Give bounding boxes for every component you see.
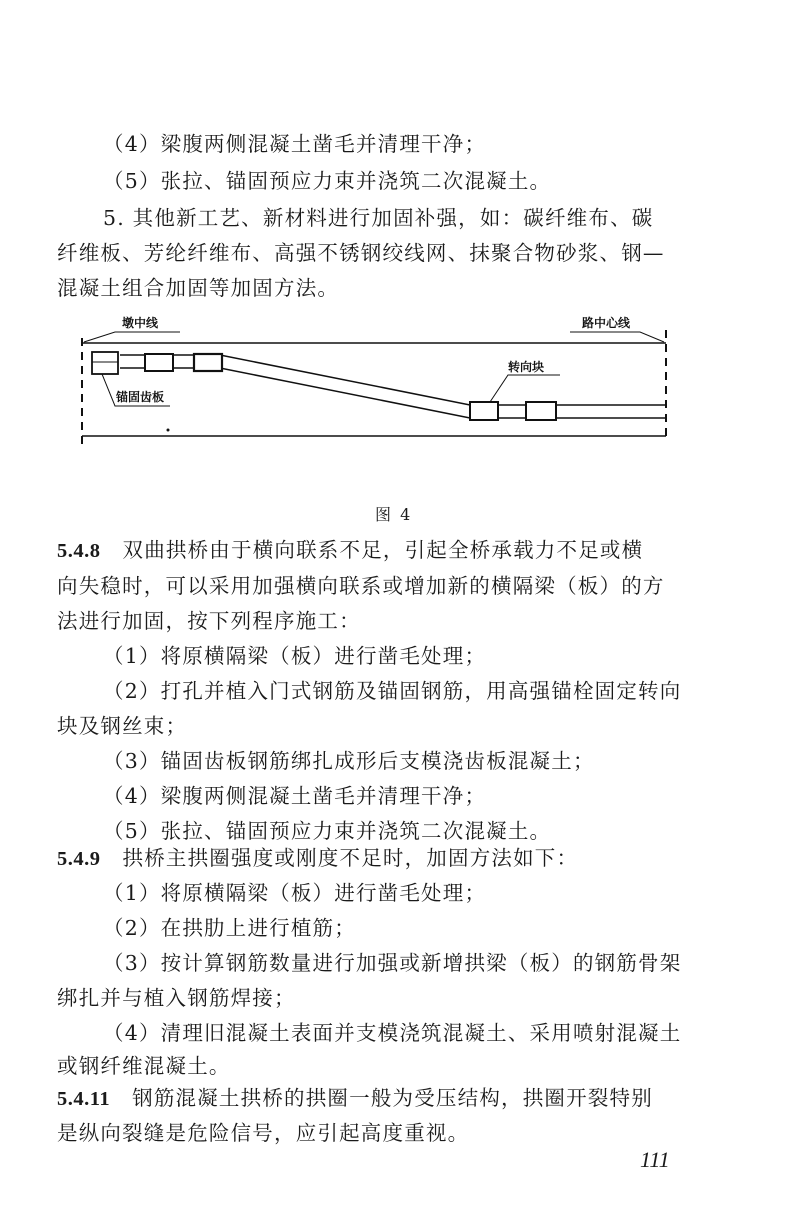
section-5-4-8-heading bbox=[57, 537, 643, 564]
section-text: 拱桥主拱圈强度或刚度不足时，加固方法如下： bbox=[122, 846, 579, 870]
section-number: 5.4.8 bbox=[57, 540, 101, 562]
section-text: 钢筋混凝土拱桥的拱圈一般为受压结构，拱圈开裂特别 bbox=[132, 1086, 653, 1110]
list-item-2: （2）打孔并植入门式钢筋及锚固钢筋，用高强锚栓固定转向 bbox=[103, 679, 682, 703]
list-item-3: （3）锚固齿板钢筋绑扎成形后支模浇齿板混凝土； bbox=[103, 749, 595, 773]
figure-caption: 图 4 bbox=[375, 505, 413, 524]
figure-4-diagram bbox=[70, 310, 710, 460]
list-item-1: （1）将原横隔梁（板）进行凿毛处理； bbox=[103, 881, 487, 905]
list-item-5: （5）张拉、锚固预应力束并浇筑二次混凝土。 bbox=[103, 819, 552, 843]
section-text: 双曲拱桥由于横向联系不足，引起全桥承载力不足或横 bbox=[122, 538, 644, 562]
section-text-line: 向失稳时，可以采用加强横向联系或增加新的横隔梁（板）的方 bbox=[57, 574, 665, 598]
section-number: 5.4.9 bbox=[57, 848, 101, 870]
list-item-4-cont: 或钢纤维混凝土。 bbox=[57, 1054, 231, 1078]
paragraph-5-line: 混凝土组合加固等加固方法。 bbox=[57, 276, 340, 300]
list-item-3: （3）按计算钢筋数量进行加强或新增拱梁（板）的钢筋骨架 bbox=[103, 951, 682, 975]
list-item-5: （5）张拉、锚固预应力束并浇筑二次混凝土。 bbox=[103, 169, 552, 193]
page-number: 111 bbox=[640, 1147, 670, 1172]
svg-text:路中心线: 路中心线 bbox=[582, 316, 631, 330]
paragraph-5-line: 纤维板、芳纶纤维布、高强不锈钢绞线网、抹聚合物砂浆、钢— bbox=[57, 241, 665, 265]
section-5-4-11-heading bbox=[57, 1085, 653, 1112]
section-5-4-9-heading bbox=[57, 845, 578, 872]
list-item-4: （4）梁腹两侧混凝土凿毛并清理干净； bbox=[103, 784, 487, 808]
section-text-line: 是纵向裂缝是危险信号，应引起高度重视。 bbox=[57, 1121, 470, 1145]
list-item-4: （4）梁腹两侧混凝土凿毛并清理干净； bbox=[103, 132, 487, 156]
section-text-line: 法进行加固，按下列程序施工： bbox=[57, 609, 361, 633]
svg-text:墩中线: 墩中线 bbox=[122, 316, 159, 330]
svg-text:锚固齿板: 锚固齿板 bbox=[116, 390, 165, 404]
list-item-2-cont: 块及钢丝束； bbox=[57, 714, 188, 738]
list-item-4: （4）清理旧混凝土表面并支模浇筑混凝土、采用喷射混凝土 bbox=[103, 1021, 682, 1045]
paragraph-5-line: 5. 其他新工艺、新材料进行加固补强，如：碳纤维布、碳 bbox=[103, 206, 654, 230]
list-item-1: （1）将原横隔梁（板）进行凿毛处理； bbox=[103, 644, 487, 668]
svg-text:转向块: 转向块 bbox=[508, 360, 545, 374]
list-item-3-cont: 绑扎并与植入钢筋焊接； bbox=[57, 986, 296, 1010]
section-number: 5.4.11 bbox=[57, 1088, 111, 1110]
list-item-2: （2）在拱肋上进行植筋； bbox=[103, 916, 356, 940]
